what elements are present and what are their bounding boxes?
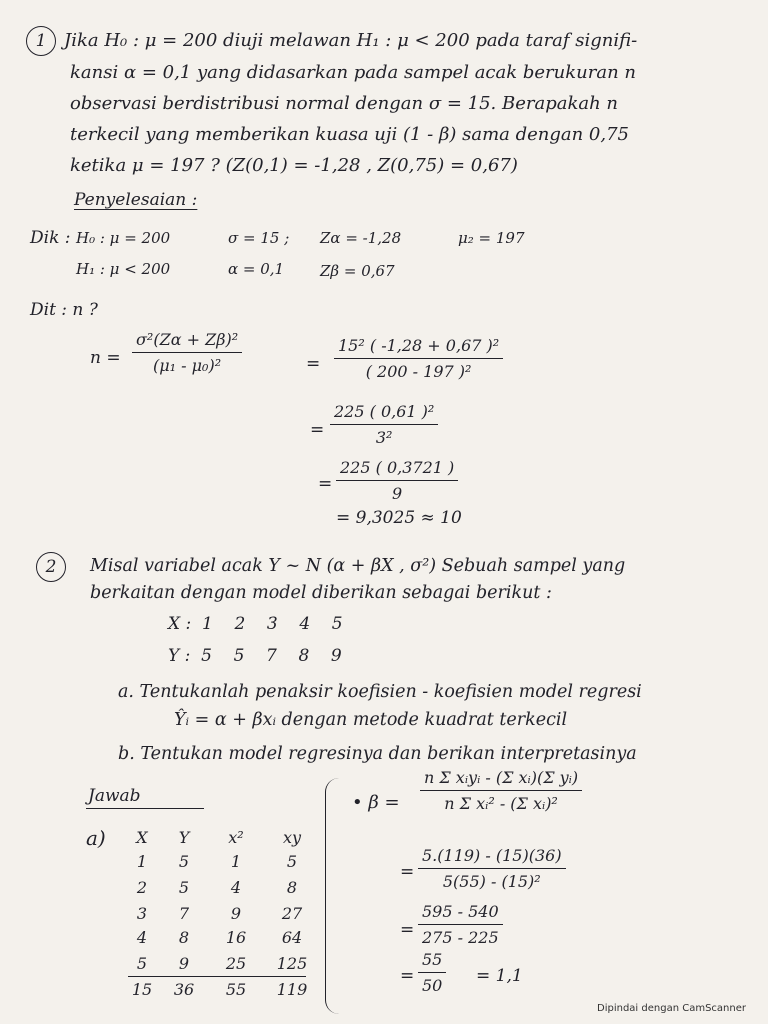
diket-mu2: μ₂ = 197 <box>458 229 525 247</box>
diket-h0: H₀ : μ = 200 <box>76 229 171 247</box>
table-row-1-xy: 5 <box>286 852 298 871</box>
beta-step-3-denominator: 50 <box>422 976 443 995</box>
diket-z-alpha: Zα = -1,28 <box>320 229 402 247</box>
table-row-4-xy: 64 <box>281 928 303 947</box>
n-step-2 <box>330 402 438 447</box>
solution-heading: Penyelesaian : <box>74 190 198 210</box>
camscanner-footer: Dipindai dengan CamScanner <box>597 1003 746 1014</box>
n-step-3-numerator: 225 ( 0,3721 ) <box>340 458 455 477</box>
equals-sign-2: = <box>310 420 325 440</box>
table-row-2-x2: 4 <box>230 878 242 897</box>
table-row-5-x2: 25 <box>225 954 247 973</box>
equals-sign-beta-1: = <box>400 862 415 882</box>
equals-sign-1: = <box>306 354 321 374</box>
beta-step-1-denominator: 5(55) - (15)² <box>442 872 541 891</box>
table-row-3-y: 7 <box>178 904 190 923</box>
n-step-2-denominator: 3² <box>375 428 393 447</box>
beta-step-3 <box>418 950 446 995</box>
table-row-1-y: 5 <box>178 852 190 871</box>
equals-sign-beta-2: = <box>400 920 415 940</box>
problem-1-line-5: ketika μ = 197 ? (Z(0,1) = -1,28 , Z(0,75) = 0,67) <box>70 155 518 176</box>
part-a-label: a) <box>86 826 106 850</box>
table-row-4-x2: 16 <box>225 928 247 947</box>
table-total-x: 15 <box>131 980 153 999</box>
table-row-2-xy: 8 <box>286 878 298 897</box>
equals-sign-3: = <box>318 474 333 494</box>
problem-2-line-1: Misal variabel acak Y ~ N (α + βX , σ²) Sebuah sampel yang <box>90 556 626 576</box>
n-step-1 <box>334 336 503 381</box>
beta-formula-denominator: n Σ xᵢ² - (Σ xᵢ)² <box>444 794 558 813</box>
diket-sigma: σ = 15 ; <box>228 229 290 247</box>
table-total-rule <box>128 976 306 977</box>
table-row-3-x2: 9 <box>230 904 242 923</box>
problem-1-number: 1 <box>26 26 56 56</box>
table-row-1-x2: 1 <box>230 852 242 871</box>
beta-formula-numerator: n Σ xᵢyᵢ - (Σ xᵢ)(Σ yᵢ) <box>424 768 579 787</box>
n-result: = 9,3025 ≈ 10 <box>336 508 462 528</box>
table-row-3-xy: 27 <box>281 904 303 923</box>
problem-1-line-3: observasi berdistribusi normal dengan σ = 15. Berapakah n <box>70 93 619 114</box>
beta-step-1 <box>418 846 566 891</box>
table-row-1-x: 1 <box>136 852 148 871</box>
part-a-line-1: a. Tentukanlah penaksir koefisien - koefisien model regresi <box>118 682 642 702</box>
table-header-x2: x² <box>228 828 244 847</box>
problem-1-line-4: terkecil yang memberikan kuasa uji (1 - β) sama dengan 0,75 <box>70 124 630 145</box>
table-row-2-y: 5 <box>178 878 190 897</box>
n-step-3 <box>336 458 458 503</box>
table-row-3-x: 3 <box>136 904 148 923</box>
n-step-1-numerator: 15² ( -1,28 + 0,67 )² <box>338 336 500 355</box>
table-row-5-x: 5 <box>136 954 148 973</box>
beta-step-1-numerator: 5.(119) - (15)(36) <box>422 846 562 865</box>
part-b-line: b. Tentukan model regresinya dan berikan interpretasinya <box>118 744 637 764</box>
data-y-row: Y : 5 5 7 8 9 <box>168 646 342 666</box>
diket-alpha: α = 0,1 <box>228 260 285 278</box>
table-total-xy: 119 <box>276 980 308 999</box>
n-formula <box>132 330 242 375</box>
table-row-5-y: 9 <box>178 954 190 973</box>
table-row-4-y: 8 <box>178 928 190 947</box>
table-header-xy: xy <box>282 828 302 847</box>
beta-label: • β = <box>352 792 400 813</box>
table-total-x2: 55 <box>225 980 247 999</box>
table-total-y: 36 <box>173 980 195 999</box>
n-label: n = <box>90 348 121 368</box>
table-row-4-x: 4 <box>136 928 148 947</box>
diket-z-beta: Zβ = 0,67 <box>320 262 395 280</box>
beta-step-2 <box>418 902 503 947</box>
n-step-3-denominator: 9 <box>392 484 403 503</box>
table-header-x: X <box>136 828 148 847</box>
table-header-y: Y <box>178 828 190 847</box>
beta-result: = 1,1 <box>476 966 523 986</box>
beta-step-2-denominator: 275 - 225 <box>422 928 499 947</box>
equals-sign-beta-3: = <box>400 966 415 986</box>
problem-2-line-2: berkaitan dengan model diberikan sebagai berikut : <box>90 583 552 603</box>
n-step-2-numerator: 225 ( 0,61 )² <box>334 402 435 421</box>
table-row-2-x: 2 <box>136 878 148 897</box>
n-formula-numerator: σ²(Zα + Zβ)² <box>136 330 239 349</box>
answer-label: Jawab <box>88 786 141 806</box>
data-x-row: X : 1 2 3 4 5 <box>168 614 343 634</box>
problem-2-number: 2 <box>36 552 66 582</box>
diket-h1: H₁ : μ < 200 <box>76 260 171 278</box>
diket-label: Dik : <box>30 228 71 248</box>
part-a-line-2: Ŷᵢ = α + βxᵢ dengan metode kuadrat terkecil <box>174 710 568 730</box>
problem-1-line-1: Jika H₀ : μ = 200 diuji melawan H₁ : μ < 200 pada taraf signifi- <box>64 30 638 51</box>
answer-underline <box>86 808 204 809</box>
calculation-brace <box>325 778 344 1014</box>
ditanya: Dit : n ? <box>30 300 98 320</box>
problem-1-line-2: kansi α = 0,1 yang didasarkan pada sampel acak berukuran n <box>70 62 636 83</box>
beta-step-2-numerator: 595 - 540 <box>422 902 499 921</box>
table-row-5-xy: 125 <box>276 954 308 973</box>
beta-formula <box>420 768 582 813</box>
n-formula-denominator: (μ₁ - μ₀)² <box>153 356 222 375</box>
n-step-1-denominator: ( 200 - 197 )² <box>365 362 472 381</box>
beta-step-3-numerator: 55 <box>422 950 443 969</box>
